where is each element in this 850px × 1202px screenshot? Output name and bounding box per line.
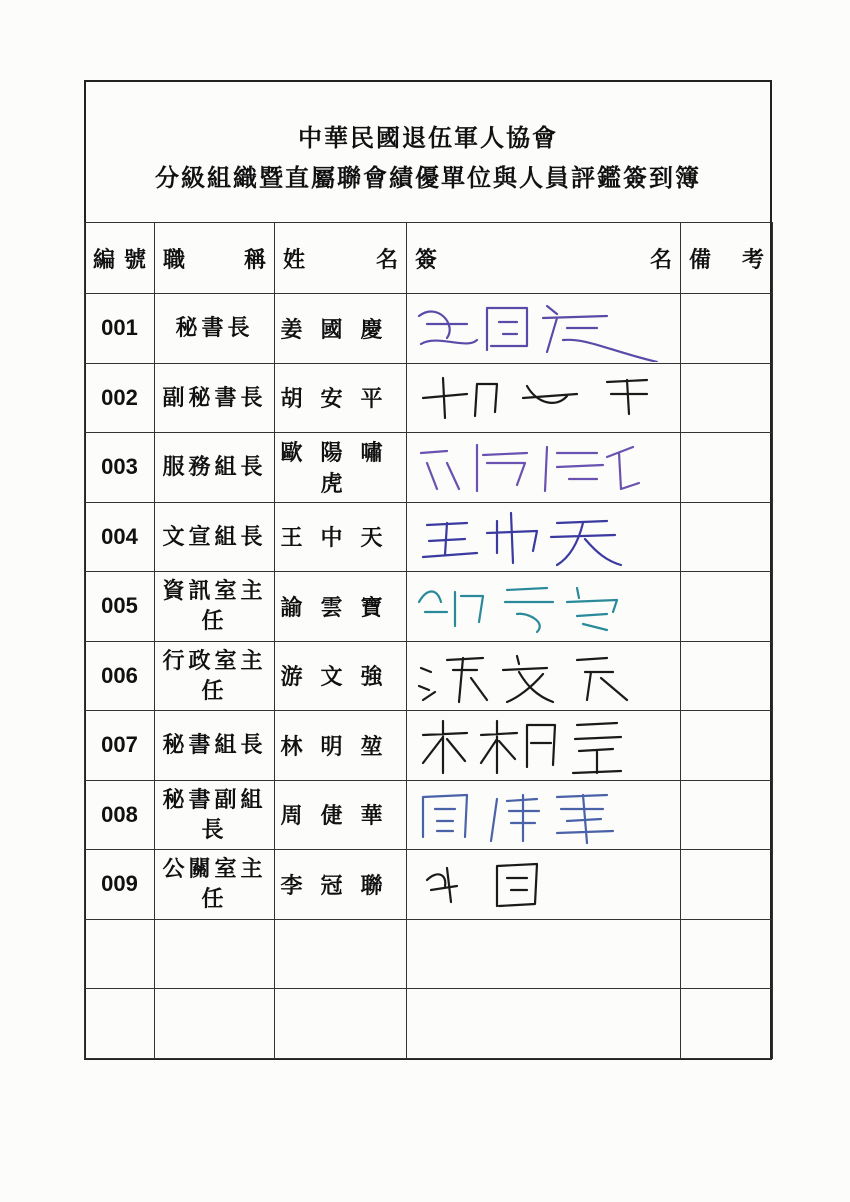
cell-job-title: 副秘書長 bbox=[155, 363, 275, 433]
cell-name: 林明堃 bbox=[275, 711, 407, 781]
table-row bbox=[85, 433, 773, 503]
table-row bbox=[85, 572, 773, 642]
table-row bbox=[85, 850, 773, 920]
header-num bbox=[85, 223, 155, 294]
signature-stroke bbox=[419, 588, 617, 632]
cell-signature bbox=[407, 572, 681, 642]
cell-number: 004 bbox=[85, 502, 155, 572]
cell-note bbox=[681, 572, 773, 642]
handwritten-signature bbox=[407, 294, 681, 362]
handwritten-signature bbox=[407, 433, 681, 501]
signature-stroke bbox=[423, 721, 621, 773]
handwritten-signature bbox=[407, 850, 681, 918]
cell-signature bbox=[407, 641, 681, 711]
cell-name: 周倢華 bbox=[275, 780, 407, 850]
header-sign bbox=[407, 223, 681, 294]
signature-stroke bbox=[423, 378, 647, 418]
empty-cell bbox=[155, 989, 275, 1059]
table-row bbox=[85, 294, 773, 364]
table-row bbox=[85, 711, 773, 781]
title-sheet: 分級組織暨直屬聯會績優單位與人員評鑑簽到簿 bbox=[155, 163, 701, 192]
cell-job-title: 秘書副組長 bbox=[155, 780, 275, 850]
cell-name: 胡安平 bbox=[275, 363, 407, 433]
cell-name: 李冠聯 bbox=[275, 850, 407, 920]
empty-row bbox=[85, 919, 773, 989]
cell-name: 歐陽嘯虎 bbox=[275, 433, 407, 503]
cell-name: 姜國慶 bbox=[275, 294, 407, 364]
cell-number: 006 bbox=[85, 641, 155, 711]
table-row bbox=[85, 363, 773, 433]
header-num-char1: 編 bbox=[93, 246, 116, 273]
empty-cell bbox=[85, 919, 155, 989]
cell-signature bbox=[407, 850, 681, 920]
handwritten-signature bbox=[407, 364, 681, 432]
empty-cell bbox=[85, 989, 155, 1059]
title-organization: 中華民國退伍軍人協會 bbox=[298, 123, 558, 152]
handwritten-signature bbox=[407, 642, 681, 710]
cell-number: 009 bbox=[85, 850, 155, 920]
handwritten-signature bbox=[407, 503, 681, 571]
header-name-char1: 姓 bbox=[283, 246, 306, 273]
cell-number: 008 bbox=[85, 780, 155, 850]
cell-signature bbox=[407, 294, 681, 364]
empty-cell bbox=[681, 919, 773, 989]
cell-note bbox=[681, 294, 773, 364]
cell-name: 諭雲寶 bbox=[275, 572, 407, 642]
empty-cell bbox=[681, 989, 773, 1059]
table-row bbox=[85, 502, 773, 572]
cell-job-title: 行政室主任 bbox=[155, 641, 275, 711]
cell-number: 003 bbox=[85, 433, 155, 503]
cell-note bbox=[681, 780, 773, 850]
cell-job-title: 服務組長 bbox=[155, 433, 275, 503]
cell-name: 王中天 bbox=[275, 502, 407, 572]
cell-note bbox=[681, 711, 773, 781]
signature-stroke bbox=[419, 306, 657, 362]
cell-signature bbox=[407, 363, 681, 433]
cell-note bbox=[681, 363, 773, 433]
sign-in-table bbox=[84, 222, 773, 1059]
cell-signature bbox=[407, 711, 681, 781]
signature-stroke bbox=[427, 864, 537, 906]
cell-note bbox=[681, 502, 773, 572]
header-num-char2: 號 bbox=[123, 246, 146, 273]
empty-row bbox=[85, 989, 773, 1059]
cell-number: 001 bbox=[85, 294, 155, 364]
header-title bbox=[155, 223, 275, 294]
header-sign-char1: 簽 bbox=[415, 246, 438, 273]
header-title-char1: 職 bbox=[163, 246, 186, 273]
header-name-char2: 名 bbox=[375, 246, 398, 273]
empty-cell bbox=[407, 989, 681, 1059]
cell-job-title: 秘書長 bbox=[155, 294, 275, 364]
table-row bbox=[85, 641, 773, 711]
cell-signature bbox=[407, 502, 681, 572]
header-sign-char2: 名 bbox=[649, 246, 672, 273]
table-row bbox=[85, 780, 773, 850]
cell-note bbox=[681, 433, 773, 503]
handwritten-signature bbox=[407, 711, 681, 779]
cell-number: 002 bbox=[85, 363, 155, 433]
handwritten-signature bbox=[407, 572, 681, 640]
cell-note bbox=[681, 850, 773, 920]
empty-cell bbox=[155, 919, 275, 989]
sheet-frame bbox=[84, 80, 772, 1060]
empty-cell bbox=[407, 919, 681, 989]
signature-stroke bbox=[423, 513, 621, 565]
cell-signature bbox=[407, 433, 681, 503]
cell-job-title: 公關室主任 bbox=[155, 850, 275, 920]
empty-cell bbox=[275, 989, 407, 1059]
signature-stroke bbox=[419, 656, 627, 702]
header-row bbox=[85, 223, 773, 294]
header-note bbox=[681, 223, 773, 294]
header-note-char2: 考 bbox=[741, 246, 764, 273]
title-area bbox=[86, 82, 770, 222]
cell-number: 007 bbox=[85, 711, 155, 781]
cell-name: 游文強 bbox=[275, 641, 407, 711]
cell-note bbox=[681, 641, 773, 711]
signature-stroke bbox=[423, 795, 613, 843]
header-name bbox=[275, 223, 407, 294]
cell-job-title: 文宣組長 bbox=[155, 502, 275, 572]
handwritten-signature bbox=[407, 781, 681, 849]
empty-cell bbox=[275, 919, 407, 989]
cell-job-title: 秘書組長 bbox=[155, 711, 275, 781]
cell-job-title: 資訊室主任 bbox=[155, 572, 275, 642]
signature-stroke bbox=[421, 445, 639, 491]
cell-number: 005 bbox=[85, 572, 155, 642]
cell-signature bbox=[407, 780, 681, 850]
header-title-char2: 稱 bbox=[243, 246, 266, 273]
header-note-char1: 備 bbox=[689, 246, 712, 273]
